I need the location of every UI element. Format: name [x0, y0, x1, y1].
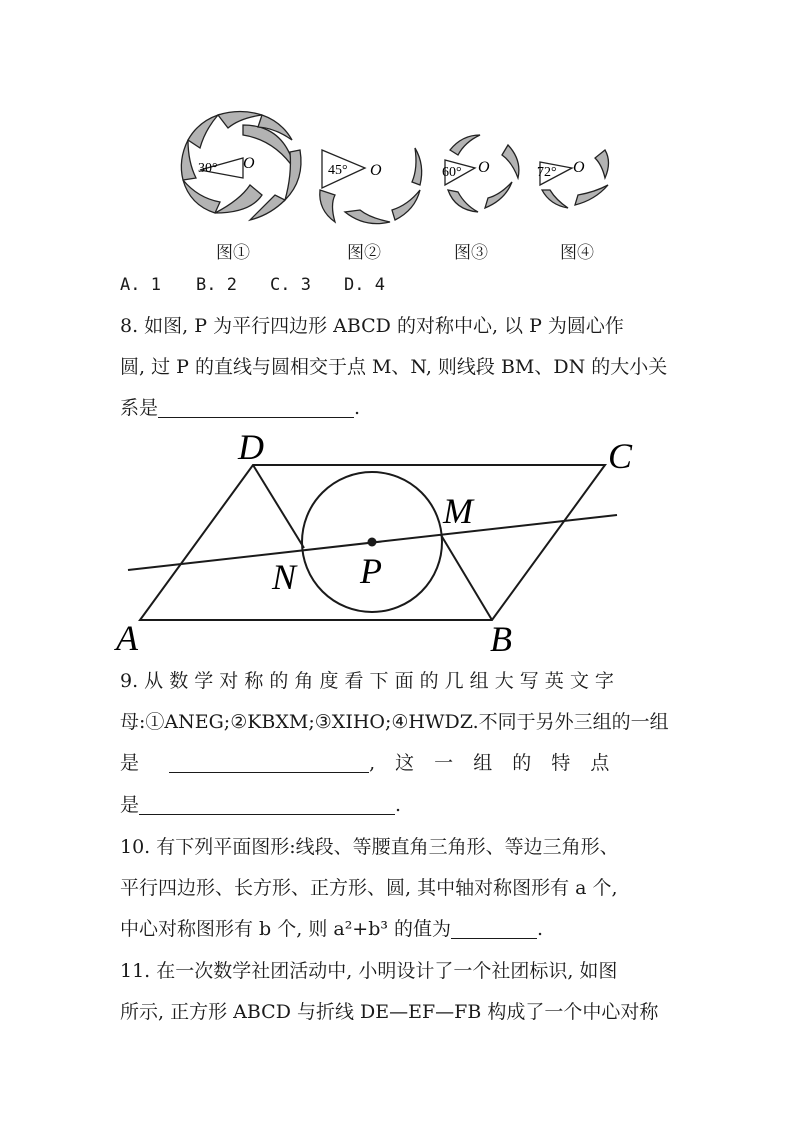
- q9-line-2: 母:①ANEG;②KBXM;③XIHO;④HWDZ.不同于另外三组的一组: [120, 711, 669, 733]
- q9-line-4: [120, 796, 401, 815]
- figure-3-center: O: [478, 159, 490, 176]
- q8-answer-blank[interactable]: [158, 399, 354, 418]
- figure-2-center: O: [370, 162, 382, 179]
- figure-1-angle: 30°: [198, 161, 218, 176]
- q8-line-3-suffix: .: [354, 397, 361, 419]
- figure-2-caption: 图②: [347, 243, 381, 263]
- q10-line-3: [120, 920, 543, 939]
- q9-answer-blank-2[interactable]: [139, 796, 395, 815]
- figure-4-caption: 图④: [560, 243, 594, 263]
- q7-option-a: A. 1: [120, 275, 161, 295]
- segment-bm: [441, 535, 492, 620]
- figure-3-caption: 图③: [454, 243, 488, 263]
- label-c: C: [608, 436, 633, 476]
- q10-line-3-prefix: 中心对称图形有 b 个, 则 a²+b³ 的值为: [120, 918, 452, 940]
- label-a: A: [116, 618, 138, 658]
- q10-answer-blank[interactable]: [451, 920, 537, 939]
- figure-4-angle: 72°: [537, 165, 557, 180]
- q9-line-4-prefix: 是: [120, 794, 140, 816]
- q11-line-2: 所示, 正方形 ABCD 与折线 DE—EF—FB 构成了一个中心对称: [120, 1001, 659, 1023]
- q8-line-3-prefix: 系是: [120, 397, 159, 419]
- label-m: M: [443, 491, 473, 531]
- q7-option-c: C. 3: [270, 275, 311, 295]
- figure-1-caption: 图①: [216, 243, 250, 263]
- label-d: D: [238, 427, 264, 467]
- q8-line-3: [120, 399, 360, 418]
- q9-line-3-b: , 这 一 组 的 特 点: [369, 752, 610, 774]
- figure-3-angle: 60°: [442, 165, 462, 180]
- q10-line-3-suffix: .: [537, 918, 544, 940]
- q9-answer-blank-1[interactable]: [169, 754, 369, 773]
- q9-line-1: 9. 从 数 学 对 称 的 角 度 看 下 面 的 几 组 大 写 英 文 字: [120, 670, 614, 692]
- q9-line-3: [120, 754, 609, 773]
- figure-1-center: O: [243, 155, 255, 172]
- q11-line-1: 11. 在一次数学社团活动中, 小明设计了一个社团标识, 如图: [120, 960, 618, 982]
- figure-4-center: O: [573, 159, 585, 176]
- q9-line-3-a: 是: [120, 752, 140, 774]
- parallelogram-diagram: [0, 425, 794, 660]
- q8-line-2: 圆, 过 P 的直线与圆相交于点 M、N, 则线段 BM、DN 的大小关: [120, 356, 668, 378]
- q10-line-2: 平行四边形、长方形、正方形、圆, 其中轴对称图形有 a 个,: [120, 877, 618, 899]
- center-point-p: [368, 538, 377, 547]
- label-p: P: [360, 551, 382, 591]
- label-b: B: [490, 619, 512, 659]
- q7-option-b: B. 2: [196, 275, 237, 295]
- q10-line-1: 10. 有下列平面图形:线段、等腰直角三角形、等边三角形、: [120, 836, 619, 858]
- q9-line-4-suffix: .: [395, 794, 402, 816]
- label-n: N: [272, 557, 297, 597]
- q7-option-d: D. 4: [344, 275, 385, 295]
- rotation-figures: [0, 0, 794, 240]
- figure-2-angle: 45°: [328, 163, 348, 178]
- segment-dn: [253, 465, 304, 548]
- figure-2-wreath: [320, 148, 422, 224]
- q8-line-1: 8. 如图, P 为平行四边形 ABCD 的对称中心, 以 P 为圆心作: [120, 315, 624, 337]
